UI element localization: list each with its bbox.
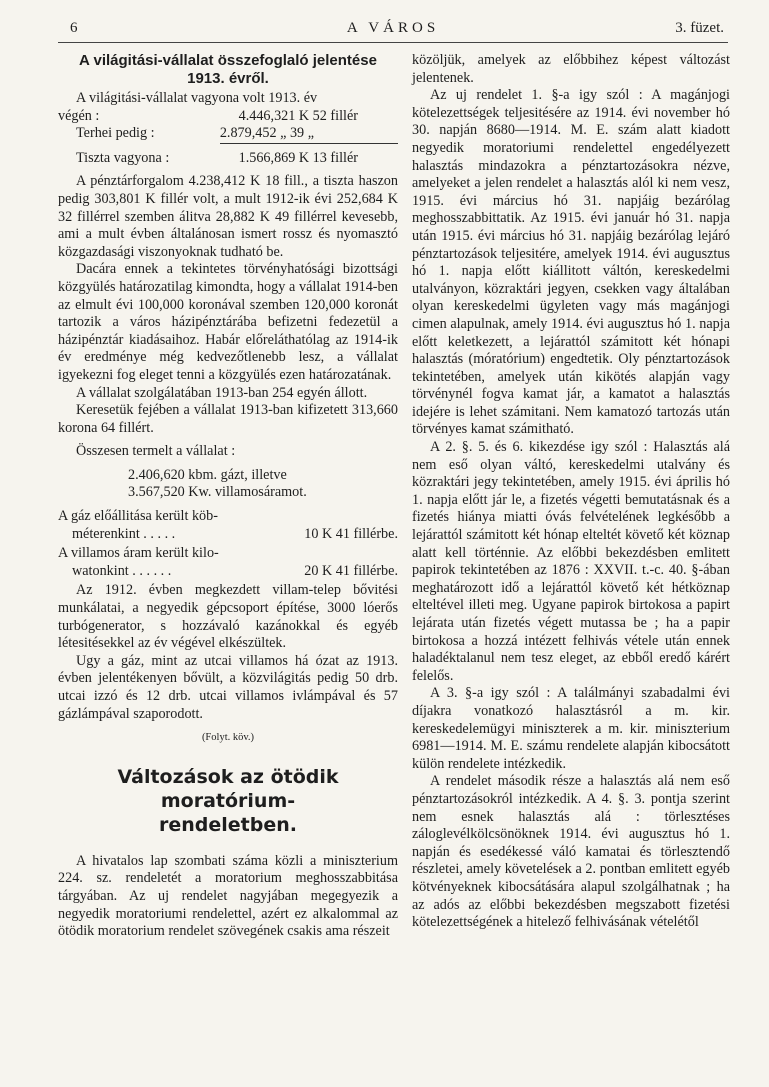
issue-label: 3. füzet. [675, 20, 724, 36]
liabilities-row [58, 125, 398, 144]
electric-cost-value: 20 K 41 fillérbe. [304, 562, 398, 579]
article2-paragraph: A rendelet második része a halasztás alá nem eső pénztartozásokról intézkedik. A 4. §. 3. pontja szerint nem esnek halasztás alá : törlesztéses záloglevélkölcsönöknek 1914. évi augusztus hó 1. napján és esedékessé váló kamatai és törlesztendő részletei, amely követelések a 2. pontban emlitett egyéb kötvényeknek kibocsátására alapul szolgálhatnak ; ha az adós az előbbi bekezdésben megszabott fizetési kötelezettségének a hitelező felhivásának vételétől [412, 773, 730, 931]
article1-paragraph: A pénztárforgalom 4.238,412 K 18 fill., a tiszta haszon pedig 303,801 K fillér volt, a mult 1912-ik évi 252,684 K 32 fillérrel szemben álitva 28,882 K 49 fillérrel kevesebb, ami a mult évben általánosan ismert rossz és nyomasztó közgazdasági viszonyoknak tudható be. [58, 173, 398, 260]
article2-paragraph: A 2. §. 5. és 6. kikezdése igy szól : Halasztás alá nem eső olyan váltó, kereskedelmi utalvány és közraktári jegy tekintetében, amely 1915. évi április hó 1. napja előtt jár le, a fizetés végetti bemutatásnak és a fizetés hiánya miatti óvás felvételének legkésőbb a lejárattól számitott két hónap elteltét követő két köznap alatt kell történnie. Az előbbi bekezdésben emlitett papirok tekintetében az 1876 : XXVII. t.-c. 40. §-ában meghatározott idő a lejárattól követő két hétköznap elteltével illeti meg. Ugyane papirok birtokosa a papirt lejárata után fizetés végett mutassa be ; ha a papir birtokosa a hozzá intézett felhivás vétele után ennek haladéktalanul nem tesz eleget, az ebből eredő kárért felelős. [412, 439, 730, 684]
article1-paragraph: A vállalat szolgálatában 1913-ban 254 egyén állott. [76, 384, 368, 401]
article1-paragraph: Ugy a gáz, mint az utcai villamos há ózat az 1913. évben jelentékenyen bővült, a közvilágitás pedig 50 drb. utcai izzó és 12 drb. utcai villamos ivlámpával és 57 gázlámpával szaporodott. [58, 652, 398, 722]
gas-cost-label2: méterenkint . . . . . [72, 525, 176, 542]
article2-paragraph: Az uj rendelet 1. §-a igy szól : A magánjogi kötelezettségek teljesitésére az 1914. évi november hó 30. napján 8680—1914. M. E. szám alatt kiadott negyedik moratoriumi rendelettel engedélyezett halasztás mindazokra a pénztartozásokra nézve, amelyeket a jelen rendelet a halasztás alól ki nem vesz, 1915. évi március hó 31. napjáig bezárólag meghosszabbittatik. Az 1915. évi január hó 31. napja után 1915. évi március hó 31. napjáig bezárólag lejáró pénztartozások teljesitére, amelyek 1914. évi augusztus hó 1. napja előtt kiállitott váltón, kereskedelmi utalványon, közraktári jegyen, csekken vagy általában olyan kereskedelmi ügyleten vagy más magánjogi cimen alapulnak, amely 1914. évi augusztus hó 1. napja előtt keletkezett, a lejárattól számitott két hónapi halasztás (móratórium) engedtetik. Oly pénztartozások tekintetében, amelyek után kikötés alapján vagy törvénynél fogva kamat jár, a kamatot a halasztás idejére is lehet számitani. Nem kamatozó tartozás után törvényes kamat számitható. [412, 87, 730, 438]
journal-title: A VÁROS [346, 20, 440, 36]
article1-paragraph: Keresetük fejében a vállalat 1913-ban kifizetett 313,660 korona 64 fillért. [58, 402, 398, 436]
article1-title-line2: 1913. évről. [187, 70, 269, 87]
electric-cost [58, 545, 398, 580]
electric-cost-label1: A villamos áram került kilo- [58, 545, 219, 562]
net-assets-value: 1.566,869 K 13 fillér [238, 149, 358, 166]
assets-label: végén : [58, 107, 100, 124]
column-divider [405, 52, 406, 1042]
gas-cost-value: 10 K 41 fillérbe. [304, 525, 398, 542]
page-header [58, 18, 728, 43]
electric-cost-label2: watonkint . . . . . . [72, 562, 172, 579]
right-column [412, 52, 730, 932]
article2-paragraph: A hivatalos lap szombati száma közli a miniszterium 224. sz. rendeletét a moratorium meghosszabbitása tárgyában. Az uj rendelet nagyjában megegyezik a negyedik moratoriumi rendelettel, azért ez alkalommal az ötödik moratorium rendelet szövegének csakis ama részeit [58, 852, 398, 940]
article2-title-line1: Változások az ötödik moratórium- [117, 765, 339, 812]
gas-cost-label1: A gáz előállitása került köb- [58, 508, 218, 525]
net-assets-row [58, 150, 398, 168]
article1-intro: A világitási-vállalat vagyona volt 1913. év [76, 90, 318, 106]
article2-continuation: közöljük, amelyek az előbbihez képest változást jelentenek. [412, 52, 730, 86]
liabilities-label: Terhei pedig : [76, 125, 155, 142]
net-assets-label: Tiszta vagyona : [76, 149, 170, 166]
page-number: 6 [70, 20, 78, 36]
article1-paragraph: Az 1912. évben megkezdett villam-telep bővitési munkálatai, a negyedik gépcsoport építése, 3000 lóerős turbógenerator, s hozzávaló kazánokkal és egyéb létesitésekkel az év végével elkészültek. [58, 582, 398, 652]
production-intro: Összesen termelt a vállalat : [76, 443, 236, 460]
gas-cost [58, 508, 398, 543]
article2-title-line2: rendeletben. [159, 813, 297, 836]
production-electric: 3.567,520 Kw. villamosáramot. [128, 484, 307, 501]
production-gas: 2.406,620 kbm. gázt, illetve [128, 466, 287, 483]
article1-title-line1: A világitási-vállalat összefoglaló jelentése [79, 52, 377, 69]
assets-row [58, 108, 398, 126]
article2-title [58, 765, 398, 837]
continued-note: (Folyt. köv.) [201, 732, 255, 744]
article1-paragraph: Dacára ennek a tekintetes törvényhatósági bizottsági közgyülés határozatilag kimondta, hogy a vállalat 1914-ben az elmult évi 100,000 koronával szemben 120,000 koronát tartozik a város házipénztárába befizetni fedezetül a házipénztár kiadásaihoz. Habár előreláthatólag az 1914-ik év eredménye még kedvezőtlenebb lesz, a vállalat igyekezni fog eleget tenni a közgyülés ezen határozatának. [58, 261, 398, 383]
liabilities-value: 2.879,452 „ 39 „ [220, 125, 398, 144]
article2-paragraph: A 3. §-a igy szól : A találmányi szabadalmi évi díjakra vonatkozó halasztásról a m. kir. kereskedelemügyi miniszterek a m. kir. miniszterium 6981—1914. M. E. számu rendelete alapján kibocsátott külön rendelete intézkedik. [412, 685, 730, 772]
article1-title [58, 52, 398, 88]
left-column [58, 52, 398, 941]
assets-value: 4.446,321 K 52 fillér [238, 107, 358, 124]
